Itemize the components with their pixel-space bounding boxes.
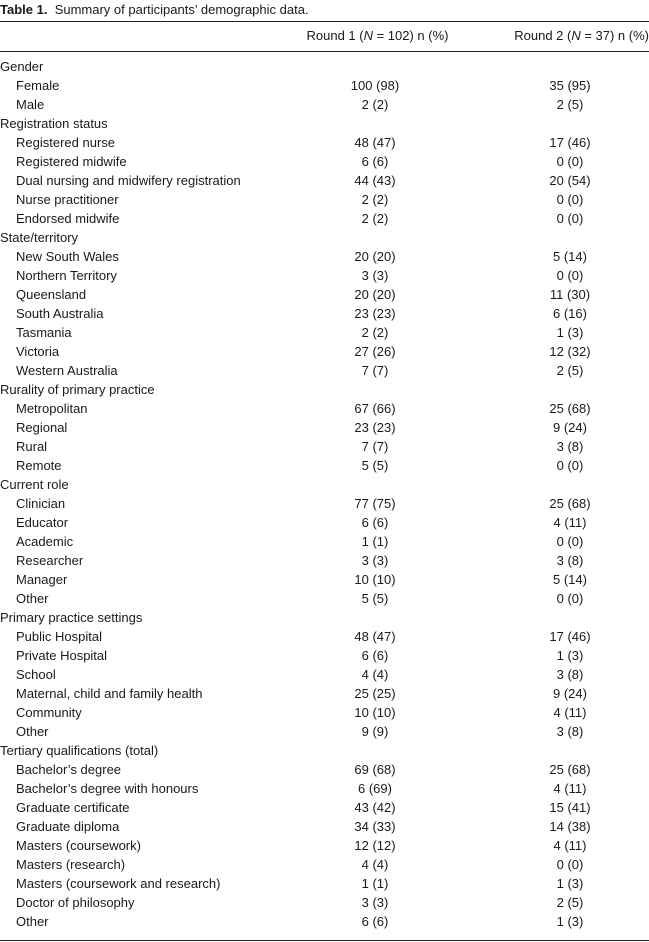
round2-value: 0 (0): [556, 857, 584, 872]
round1-value: 7 (7): [361, 363, 389, 378]
table-row: [0, 342, 649, 361]
table-row: [0, 76, 649, 95]
table-row: [0, 855, 649, 874]
round1-value: 9 (9): [361, 724, 389, 739]
round2-value: 1 (3): [556, 876, 584, 891]
round2-value: 3 (8): [556, 439, 584, 454]
row-label: Community: [16, 705, 82, 720]
round2-value: 3 (8): [556, 724, 584, 739]
round2-value: 0 (0): [556, 591, 584, 606]
table-caption: [0, 0, 309, 20]
round1-value: 6 (6): [361, 154, 389, 169]
row-label: Dual nursing and midwifery registration: [16, 173, 241, 188]
section-heading-row: [0, 608, 649, 627]
row-label: Educator: [16, 515, 69, 530]
row-label: Registered nurse: [16, 135, 115, 150]
round1-value: 4 (4): [361, 857, 389, 872]
round1-value: 6 (6): [361, 648, 389, 663]
round2-value: 14 (38): [549, 819, 591, 834]
round2-value: 11 (30): [549, 287, 591, 302]
section-heading-row: [0, 228, 649, 247]
row-label: Regional: [16, 420, 68, 435]
round2-value: 25 (68): [549, 762, 591, 777]
row-label: Northern Territory: [16, 268, 117, 283]
round1-value: 48 (47): [354, 135, 396, 150]
header-round1: [285, 28, 470, 43]
row-label: Researcher: [16, 553, 84, 568]
round2-value: 1 (3): [556, 325, 584, 340]
row-label: Remote: [16, 458, 62, 473]
header-round1-post: = 102) n (%): [372, 28, 449, 43]
row-label: Masters (coursework): [16, 838, 141, 853]
section-heading: Current role: [0, 477, 69, 492]
round1-value: 25 (25): [354, 686, 396, 701]
round1-value: 4 (4): [361, 667, 389, 682]
round1-value: 2 (2): [361, 211, 389, 226]
row-label: Victoria: [16, 344, 60, 359]
row-label: Rural: [16, 439, 48, 454]
row-label: Masters (coursework and research): [16, 876, 221, 891]
row-label: Tasmania: [16, 325, 72, 340]
round2-value: 2 (5): [556, 363, 584, 378]
table-row: [0, 209, 649, 228]
round2-value: 1 (3): [556, 914, 584, 929]
table-row: [0, 570, 649, 589]
round1-value: 3 (3): [361, 553, 389, 568]
row-label: Masters (research): [16, 857, 126, 872]
round2-value: 5 (14): [553, 249, 587, 264]
round1-value: 6 (6): [361, 515, 389, 530]
table-row: [0, 95, 649, 114]
round2-value: 9 (24): [553, 686, 587, 701]
row-label: Bachelor’s degree with honours: [16, 781, 199, 796]
round2-value: 20 (54): [549, 173, 591, 188]
row-label: Bachelor’s degree: [16, 762, 122, 777]
table-row: [0, 133, 649, 152]
table-row: [0, 893, 649, 912]
section-heading: Rurality of primary practice: [0, 382, 155, 397]
row-label: New South Wales: [16, 249, 119, 264]
header-round2-post: = 37) n (%): [580, 28, 649, 43]
row-label: Other: [16, 724, 49, 739]
round1-value: 10 (10): [354, 572, 396, 587]
table-row: [0, 627, 649, 646]
row-label: Graduate certificate: [16, 800, 130, 815]
round2-value: 3 (8): [556, 667, 584, 682]
round2-value: 4 (11): [553, 515, 587, 530]
round1-value: 2 (2): [361, 325, 389, 340]
header-round2-pre: Round 2 (: [514, 28, 572, 43]
table-header-rule: [0, 51, 649, 52]
row-label: Male: [16, 97, 45, 112]
round1-value: 5 (5): [361, 458, 389, 473]
round1-value: 3 (3): [361, 895, 389, 910]
round1-value: 69 (68): [354, 762, 396, 777]
row-label: Endorsed midwife: [16, 211, 120, 226]
round1-value: 43 (42): [354, 800, 396, 815]
section-heading: Tertiary qualifications (total): [0, 743, 159, 758]
round2-value: 9 (24): [553, 420, 587, 435]
round1-value: 34 (33): [354, 819, 396, 834]
row-label: Public Hospital: [16, 629, 102, 644]
row-label: Doctor of philosophy: [16, 895, 135, 910]
table-row: [0, 646, 649, 665]
round2-value: 0 (0): [556, 458, 584, 473]
table-bottom-rule: [0, 940, 649, 941]
table-row: [0, 171, 649, 190]
table-row: [0, 190, 649, 209]
round2-value: 0 (0): [556, 211, 584, 226]
round2-value: 35 (95): [549, 78, 591, 93]
table-row: [0, 152, 649, 171]
round2-value: 0 (0): [556, 154, 584, 169]
section-heading-row: [0, 380, 649, 399]
section-heading: Gender: [0, 59, 44, 74]
section-heading-row: [0, 475, 649, 494]
section-heading-row: [0, 114, 649, 133]
round2-value: 2 (5): [556, 97, 584, 112]
round2-value: 4 (11): [553, 705, 587, 720]
table-row: [0, 779, 649, 798]
table-row: [0, 285, 649, 304]
round1-value: 6 (6): [361, 914, 389, 929]
row-label: Nurse practitioner: [16, 192, 119, 207]
table-row: [0, 836, 649, 855]
header-round1-n: N: [363, 28, 373, 43]
row-label: School: [16, 667, 56, 682]
round2-value: 0 (0): [556, 268, 584, 283]
row-label: Other: [16, 591, 49, 606]
round1-value: 1 (1): [361, 534, 389, 549]
table-row: [0, 532, 649, 551]
table-row: [0, 798, 649, 817]
round1-value: 23 (23): [354, 420, 396, 435]
table-row: [0, 456, 649, 475]
table-row: [0, 494, 649, 513]
round2-value: 5 (14): [553, 572, 587, 587]
table-row: [0, 266, 649, 285]
table-row: [0, 418, 649, 437]
round2-value: 25 (68): [549, 496, 591, 511]
round2-value: 1 (3): [556, 648, 584, 663]
row-label: Registered midwife: [16, 154, 127, 169]
header-round1-pre: Round 1 (: [306, 28, 364, 43]
round2-value: 2 (5): [556, 895, 584, 910]
round2-value: 17 (46): [549, 135, 591, 150]
table-header: [0, 22, 649, 51]
row-label: Graduate diploma: [16, 819, 120, 834]
round2-value: 4 (11): [553, 781, 587, 796]
round2-value: 4 (11): [553, 838, 587, 853]
row-label: Female: [16, 78, 60, 93]
table-row: [0, 323, 649, 342]
round2-value: 0 (0): [556, 534, 584, 549]
round2-value: 0 (0): [556, 192, 584, 207]
row-label: Clinician: [16, 496, 66, 511]
row-label: Queensland: [16, 287, 87, 302]
round1-value: 20 (20): [354, 249, 396, 264]
row-label: Maternal, child and family health: [16, 686, 203, 701]
table-row: [0, 247, 649, 266]
round1-value: 1 (1): [361, 876, 389, 891]
header-round2-n: N: [571, 28, 581, 43]
table-row: [0, 817, 649, 836]
table-row: [0, 760, 649, 779]
round1-value: 44 (43): [354, 173, 396, 188]
table-row: [0, 551, 649, 570]
round1-value: 27 (26): [354, 344, 396, 359]
round1-value: 2 (2): [361, 192, 389, 207]
round1-value: 67 (66): [354, 401, 396, 416]
table-row: [0, 513, 649, 532]
round1-value: 20 (20): [354, 287, 396, 302]
table-row: [0, 703, 649, 722]
row-label: Manager: [16, 572, 68, 587]
section-heading-row: [0, 57, 649, 76]
section-heading: Primary practice settings: [0, 610, 143, 625]
round2-value: 25 (68): [549, 401, 591, 416]
table-row: [0, 722, 649, 741]
table-row: [0, 399, 649, 418]
round1-value: 2 (2): [361, 97, 389, 112]
table-row: [0, 361, 649, 380]
round1-value: 12 (12): [354, 838, 396, 853]
section-heading: Registration status: [0, 116, 108, 131]
table-row: [0, 304, 649, 323]
table-row: [0, 874, 649, 893]
section-heading-row: [0, 741, 649, 760]
round1-value: 6 (69): [358, 781, 392, 796]
section-heading: State/territory: [0, 230, 79, 245]
table-title: Summary of participants’ demographic data.: [54, 2, 309, 17]
round2-value: 12 (32): [549, 344, 591, 359]
row-label: Western Australia: [16, 363, 118, 378]
round2-value: 3 (8): [556, 553, 584, 568]
round1-value: 3 (3): [361, 268, 389, 283]
round1-value: 77 (75): [354, 496, 396, 511]
row-label: Other: [16, 914, 49, 929]
table-row: [0, 589, 649, 608]
table-row: [0, 684, 649, 703]
table-body: [0, 57, 649, 931]
round1-value: 10 (10): [354, 705, 396, 720]
row-label: South Australia: [16, 306, 104, 321]
table-row: [0, 437, 649, 456]
row-label: Metropolitan: [16, 401, 88, 416]
round1-value: 7 (7): [361, 439, 389, 454]
round1-value: 48 (47): [354, 629, 396, 644]
table-row: [0, 665, 649, 684]
round1-value: 100 (98): [350, 78, 400, 93]
round2-value: 15 (41): [549, 800, 591, 815]
round2-value: 6 (16): [553, 306, 587, 321]
round1-value: 23 (23): [354, 306, 396, 321]
table-label: Table 1.: [0, 2, 48, 17]
header-round2: [470, 28, 649, 43]
row-label: Private Hospital: [16, 648, 108, 663]
row-label: Academic: [16, 534, 74, 549]
table-row: [0, 912, 649, 931]
round1-value: 5 (5): [361, 591, 389, 606]
round2-value: 17 (46): [549, 629, 591, 644]
